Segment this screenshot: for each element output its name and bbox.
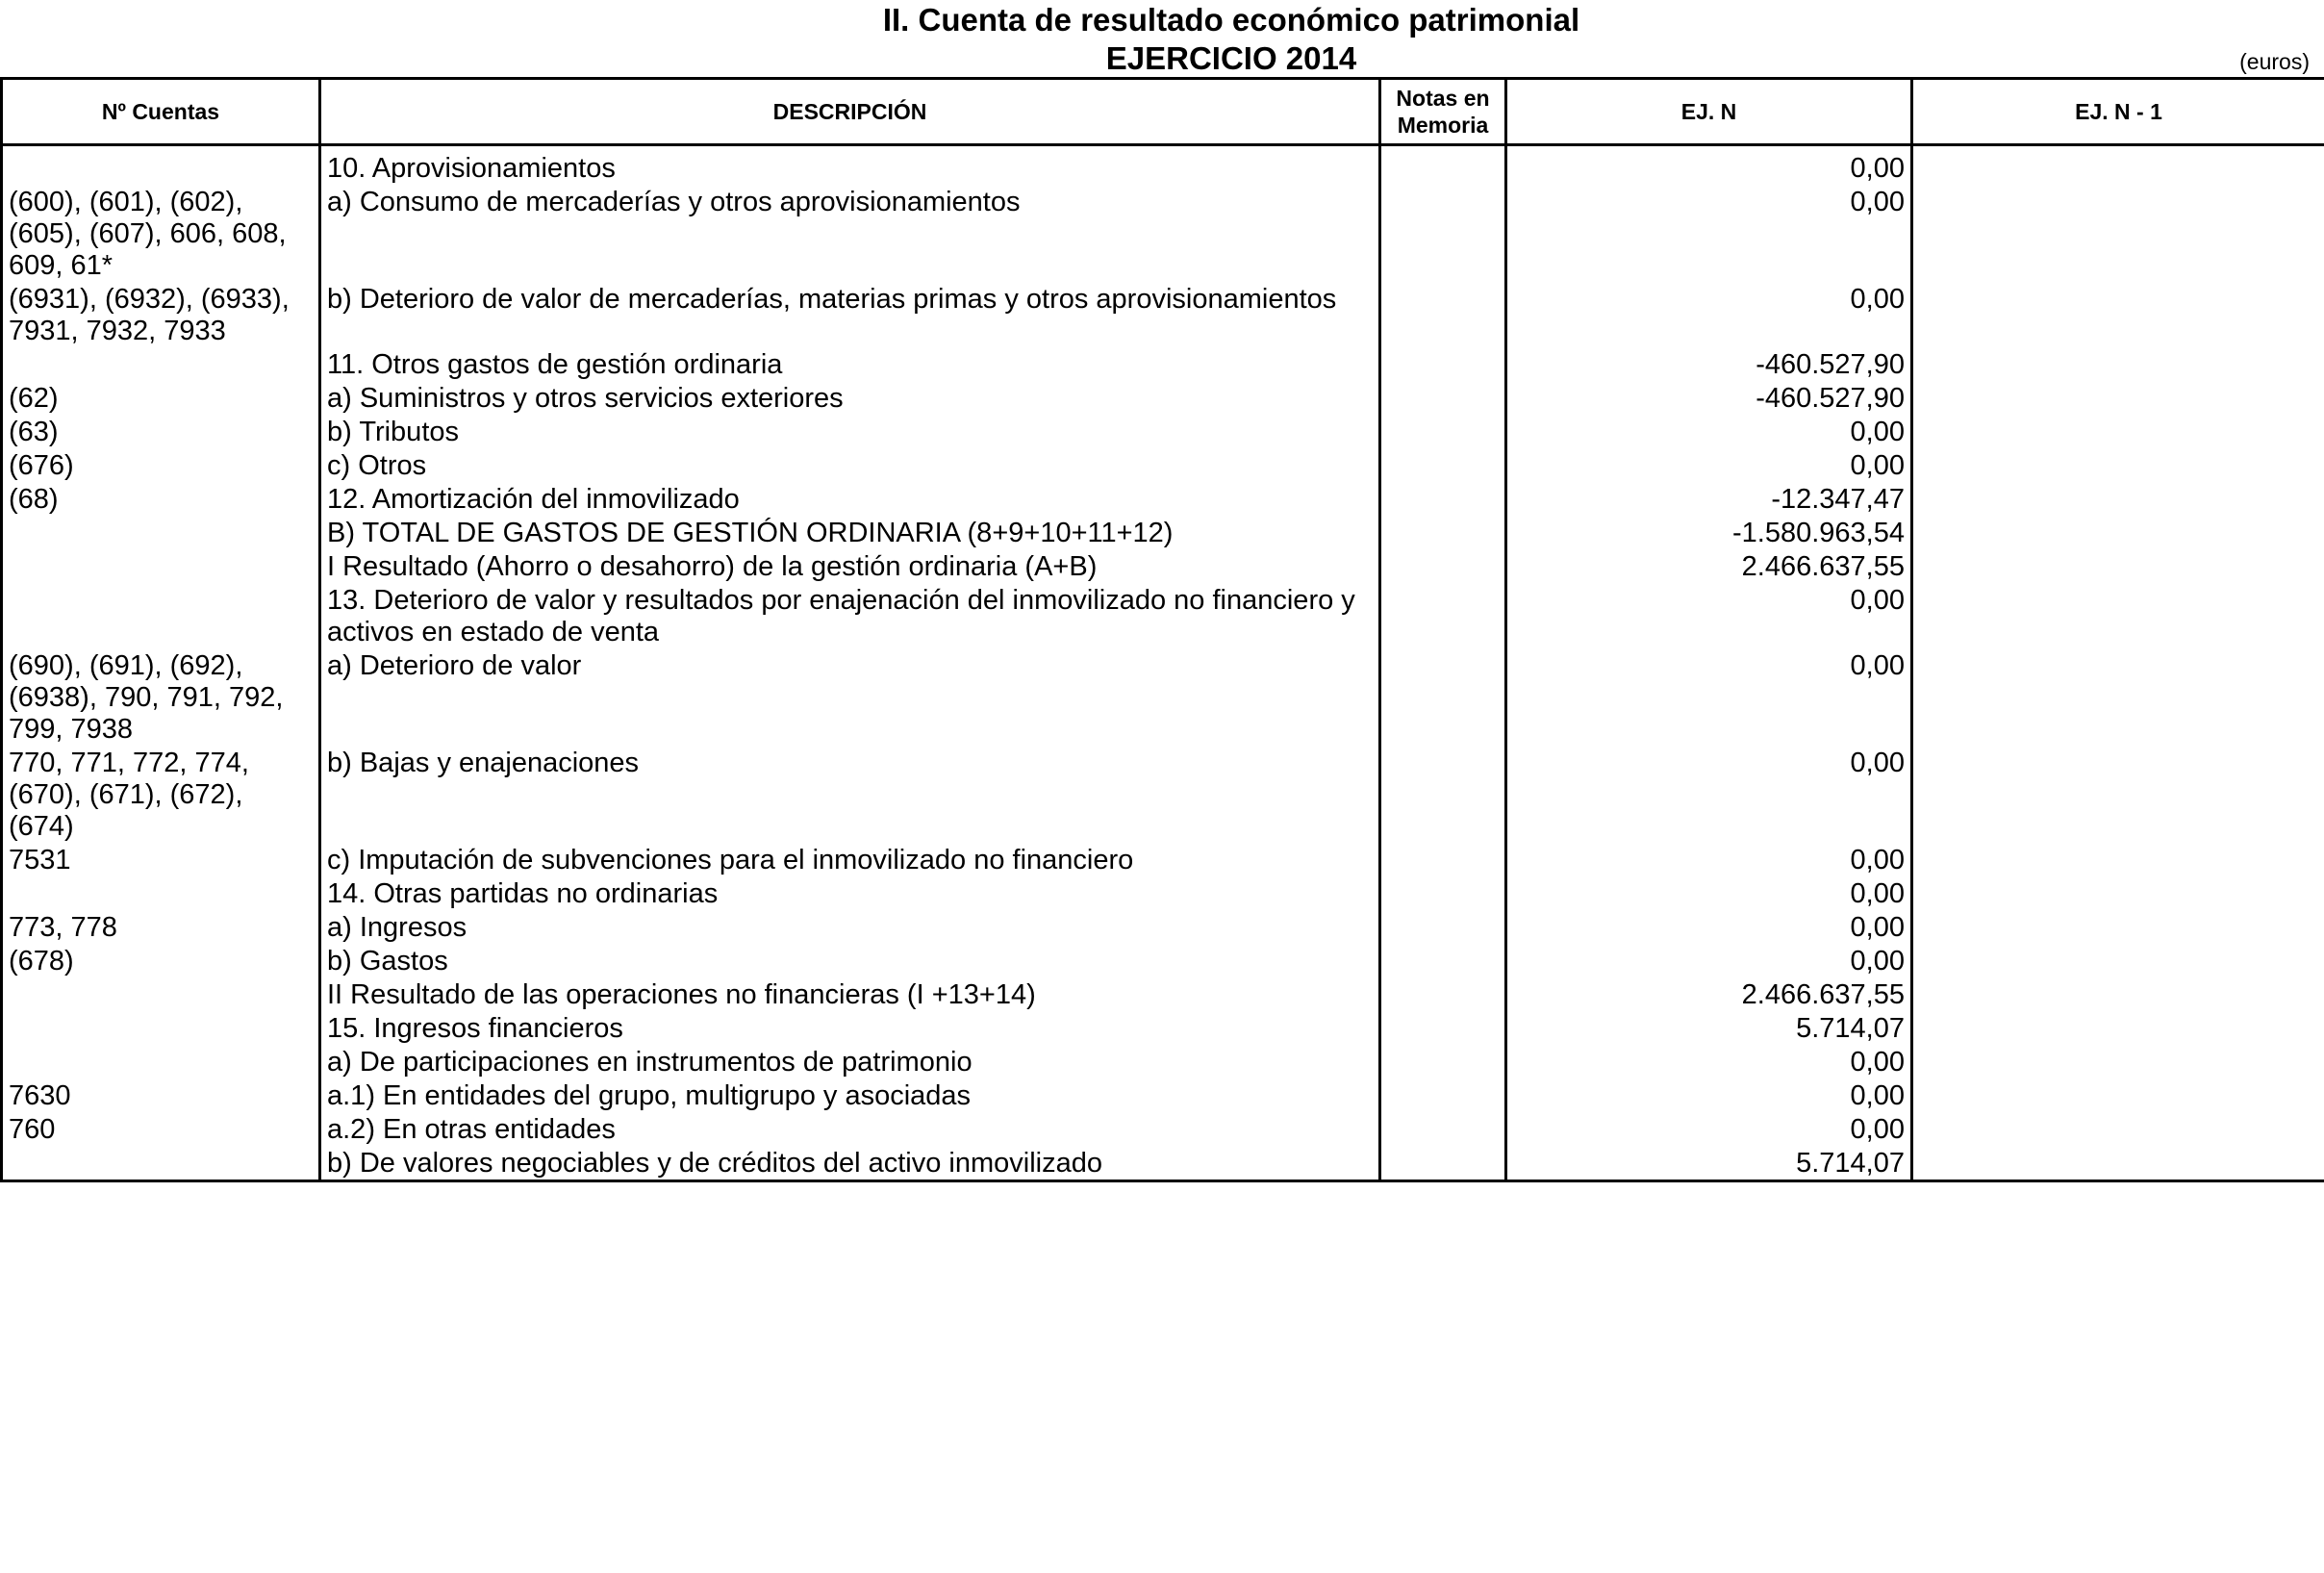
cell-descripcion: a) Deterioro de valor: [320, 648, 1380, 746]
table-body: [2, 145, 2324, 1181]
cell-cuentas: 7630: [2, 1078, 320, 1112]
cell-notas: [1380, 185, 1506, 282]
cell-descripcion: 12. Amortización del inmovilizado: [320, 482, 1380, 516]
cell-descripcion: 10. Aprovisionamientos: [320, 145, 1380, 186]
cell-descripcion: a) Consumo de mercaderías y otros aprovisionamientos: [320, 185, 1380, 282]
cell-descripcion: II Resultado de las operaciones no financieras (I +13+14): [320, 977, 1380, 1011]
cell-notas: [1380, 145, 1506, 186]
cell-ej-n-1: [1912, 347, 2324, 381]
cell-notas: [1380, 415, 1506, 448]
cell-notas: [1380, 516, 1506, 549]
cell-ej-n-1: [1912, 876, 2324, 910]
table-row: [2, 347, 2324, 381]
cell-ej-n: -460.527,90: [1506, 347, 1912, 381]
cell-descripcion: a.2) En otras entidades: [320, 1112, 1380, 1146]
cell-cuentas: (600), (601), (602), (605), (607), 606, 608, 609, 61*: [2, 185, 320, 282]
cell-descripcion: 15. Ingresos financieros: [320, 1011, 1380, 1045]
cell-ej-n: 0,00: [1506, 746, 1912, 843]
cell-notas: [1380, 1011, 1506, 1045]
table-row: [2, 415, 2324, 448]
cell-notas: [1380, 1112, 1506, 1146]
cell-ej-n-1: [1912, 910, 2324, 944]
cell-descripcion: c) Otros: [320, 448, 1380, 482]
document-subtitle: EJERCICIO 2014: [1105, 40, 1357, 76]
cell-cuentas: [2, 583, 320, 648]
table-row: [2, 1112, 2324, 1146]
cell-descripcion: b) De valores negociables y de créditos del activo inmovilizado: [320, 1146, 1380, 1181]
table-row: [2, 876, 2324, 910]
table-row: [2, 1078, 2324, 1112]
cell-cuentas: [2, 977, 320, 1011]
cell-cuentas: [2, 549, 320, 583]
cell-cuentas: (690), (691), (692), (6938), 790, 791, 792, 799, 7938: [2, 648, 320, 746]
table-row: [2, 910, 2324, 944]
cell-ej-n: 0,00: [1506, 282, 1912, 347]
cell-ej-n: 0,00: [1506, 448, 1912, 482]
table-row: [2, 549, 2324, 583]
cell-notas: [1380, 876, 1506, 910]
cell-notas: [1380, 549, 1506, 583]
cell-ej-n-1: [1912, 381, 2324, 415]
cell-ej-n: 0,00: [1506, 910, 1912, 944]
cell-ej-n: 2.466.637,55: [1506, 977, 1912, 1011]
cell-notas: [1380, 944, 1506, 977]
cell-ej-n-1: [1912, 282, 2324, 347]
header-descripcion: DESCRIPCIÓN: [320, 79, 1380, 145]
cell-ej-n-1: [1912, 1045, 2324, 1078]
cell-descripcion: 13. Deterioro de valor y resultados por enajenación del inmovilizado no financiero y activos en estado de venta: [320, 583, 1380, 648]
cell-descripcion: b) Gastos: [320, 944, 1380, 977]
table-row: [2, 648, 2324, 746]
cell-descripcion: 14. Otras partidas no ordinarias: [320, 876, 1380, 910]
table-row: [2, 448, 2324, 482]
cell-cuentas: [2, 1146, 320, 1181]
cell-ej-n: -12.347,47: [1506, 482, 1912, 516]
cell-notas: [1380, 977, 1506, 1011]
cell-notas: [1380, 1045, 1506, 1078]
table-row: [2, 1011, 2324, 1045]
cell-descripcion: I Resultado (Ahorro o desahorro) de la gestión ordinaria (A+B): [320, 549, 1380, 583]
cell-notas: [1380, 843, 1506, 876]
cell-notas: [1380, 482, 1506, 516]
cell-cuentas: (676): [2, 448, 320, 482]
table-row: [2, 185, 2324, 282]
cell-notas: [1380, 347, 1506, 381]
cell-ej-n-1: [1912, 977, 2324, 1011]
cell-ej-n: 0,00: [1506, 648, 1912, 746]
cell-cuentas: (63): [2, 415, 320, 448]
cell-ej-n-1: [1912, 1011, 2324, 1045]
cell-ej-n-1: [1912, 145, 2324, 186]
cell-cuentas: (678): [2, 944, 320, 977]
cell-ej-n-1: [1912, 549, 2324, 583]
cell-notas: [1380, 1078, 1506, 1112]
table-row: [2, 1146, 2324, 1181]
table-row: [2, 282, 2324, 347]
cell-descripcion: c) Imputación de subvenciones para el inmovilizado no financiero: [320, 843, 1380, 876]
cell-ej-n-1: [1912, 648, 2324, 746]
cell-cuentas: [2, 1011, 320, 1045]
table-row: [2, 145, 2324, 186]
cell-cuentas: 760: [2, 1112, 320, 1146]
header-cuentas: Nº Cuentas: [2, 79, 320, 145]
cell-ej-n: 0,00: [1506, 145, 1912, 186]
cell-descripcion: 11. Otros gastos de gestión ordinaria: [320, 347, 1380, 381]
cell-notas: [1380, 1146, 1506, 1181]
cell-notas: [1380, 282, 1506, 347]
cell-ej-n: 0,00: [1506, 583, 1912, 648]
cell-ej-n: 0,00: [1506, 876, 1912, 910]
table-row: [2, 381, 2324, 415]
cell-cuentas: (68): [2, 482, 320, 516]
header-ej-n-1: EJ. N - 1: [1912, 79, 2324, 145]
cell-ej-n: -1.580.963,54: [1506, 516, 1912, 549]
cell-cuentas: 770, 771, 772, 774, (670), (671), (672), (674): [2, 746, 320, 843]
cell-descripcion: b) Tributos: [320, 415, 1380, 448]
header-notas: Notas en Memoria: [1380, 79, 1506, 145]
cell-cuentas: [2, 145, 320, 186]
table-row: [2, 583, 2324, 648]
cell-cuentas: [2, 876, 320, 910]
cell-ej-n-1: [1912, 1112, 2324, 1146]
cell-ej-n: 0,00: [1506, 1112, 1912, 1146]
cell-ej-n: 2.466.637,55: [1506, 549, 1912, 583]
cell-descripcion: a) Ingresos: [320, 910, 1380, 944]
cell-ej-n-1: [1912, 1146, 2324, 1181]
cell-descripcion: a) Suministros y otros servicios exteriores: [320, 381, 1380, 415]
document-title: II. Cuenta de resultado económico patrimonial: [882, 2, 1580, 38]
cell-notas: [1380, 648, 1506, 746]
units-label: (euros): [2239, 49, 2310, 74]
cell-notas: [1380, 746, 1506, 843]
cell-cuentas: [2, 1045, 320, 1078]
table-row: [2, 1045, 2324, 1078]
cell-ej-n-1: [1912, 415, 2324, 448]
cell-ej-n-1: [1912, 185, 2324, 282]
cell-ej-n: 0,00: [1506, 415, 1912, 448]
cell-ej-n: 0,00: [1506, 1045, 1912, 1078]
table-row: [2, 746, 2324, 843]
cell-cuentas: [2, 516, 320, 549]
table-row: [2, 944, 2324, 977]
cell-ej-n-1: [1912, 482, 2324, 516]
cell-cuentas: (62): [2, 381, 320, 415]
cell-ej-n: 0,00: [1506, 843, 1912, 876]
cell-descripcion: a.1) En entidades del grupo, multigrupo y asociadas: [320, 1078, 1380, 1112]
cell-ej-n: 5.714,07: [1506, 1146, 1912, 1181]
cell-descripcion: B) TOTAL DE GASTOS DE GESTIÓN ORDINARIA (8+9+10+11+12): [320, 516, 1380, 549]
cell-ej-n-1: [1912, 843, 2324, 876]
results-table: [0, 77, 2324, 1182]
cell-ej-n-1: [1912, 583, 2324, 648]
cell-descripcion: b) Bajas y enajenaciones: [320, 746, 1380, 843]
cell-ej-n-1: [1912, 944, 2324, 977]
header-ej-n: EJ. N: [1506, 79, 1912, 145]
cell-ej-n: 0,00: [1506, 1078, 1912, 1112]
table-row: [2, 482, 2324, 516]
cell-ej-n-1: [1912, 448, 2324, 482]
table-header-row: [2, 79, 2324, 145]
cell-ej-n: 5.714,07: [1506, 1011, 1912, 1045]
cell-cuentas: 773, 778: [2, 910, 320, 944]
table-row: [2, 977, 2324, 1011]
cell-notas: [1380, 910, 1506, 944]
cell-notas: [1380, 583, 1506, 648]
cell-descripcion: a) De participaciones en instrumentos de patrimonio: [320, 1045, 1380, 1078]
table-row: [2, 516, 2324, 549]
cell-descripcion: b) Deterioro de valor de mercaderías, materias primas y otros aprovisionamientos: [320, 282, 1380, 347]
cell-ej-n-1: [1912, 746, 2324, 843]
cell-ej-n-1: [1912, 1078, 2324, 1112]
cell-ej-n-1: [1912, 516, 2324, 549]
cell-notas: [1380, 381, 1506, 415]
cell-cuentas: [2, 347, 320, 381]
cell-ej-n: -460.527,90: [1506, 381, 1912, 415]
cell-cuentas: (6931), (6932), (6933), 7931, 7932, 7933: [2, 282, 320, 347]
cell-ej-n: 0,00: [1506, 185, 1912, 282]
cell-cuentas: 7531: [2, 843, 320, 876]
table-row: [2, 843, 2324, 876]
cell-ej-n: 0,00: [1506, 944, 1912, 977]
cell-notas: [1380, 448, 1506, 482]
